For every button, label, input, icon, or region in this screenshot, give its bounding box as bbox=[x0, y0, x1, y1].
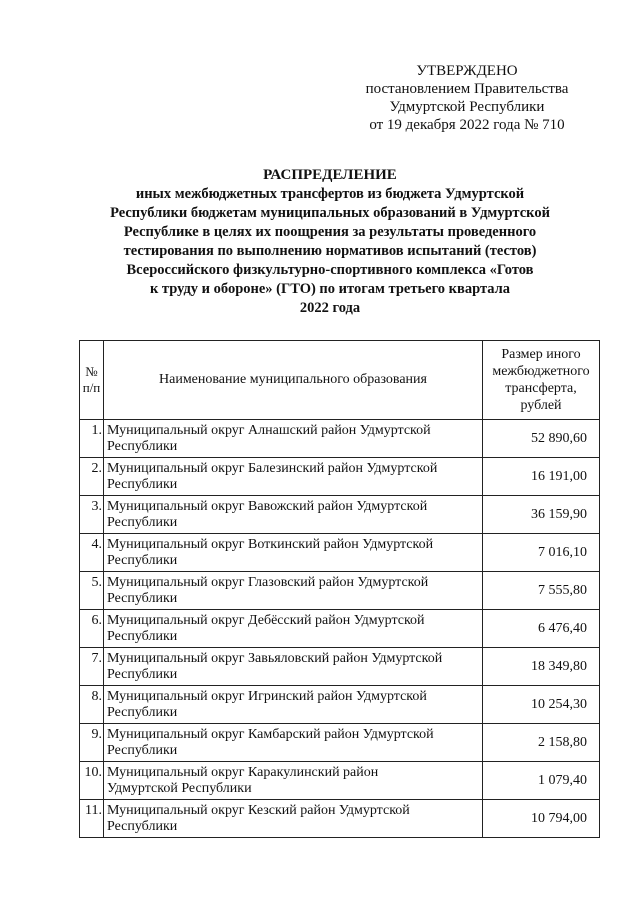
municipality-line: Республики bbox=[107, 591, 178, 606]
row-amount: 16 191,00 bbox=[483, 458, 600, 496]
title-main: РАСПРЕДЕЛЕНИЕ bbox=[263, 167, 397, 183]
distribution-table bbox=[79, 340, 600, 838]
table-row bbox=[80, 648, 600, 686]
row-number: 10. bbox=[80, 762, 104, 800]
document-title bbox=[80, 166, 580, 318]
row-number: 4. bbox=[80, 534, 104, 572]
row-municipality bbox=[104, 534, 483, 572]
column-header-name: Наименование муниципального образования bbox=[104, 341, 483, 420]
municipality-line: Республики bbox=[107, 629, 178, 644]
column-header-value bbox=[483, 341, 600, 420]
row-number: 5. bbox=[80, 572, 104, 610]
row-municipality bbox=[104, 648, 483, 686]
title-line: Республики бюджетам муниципальных образований в Удмуртской bbox=[110, 205, 550, 221]
row-number: 3. bbox=[80, 496, 104, 534]
header-value-line: межбюджетного bbox=[492, 364, 590, 379]
header-value-line: трансферта, bbox=[505, 381, 577, 396]
row-municipality bbox=[104, 800, 483, 838]
row-municipality bbox=[104, 496, 483, 534]
row-amount: 52 890,60 bbox=[483, 420, 600, 458]
row-municipality bbox=[104, 572, 483, 610]
header-value-line: рублей bbox=[520, 398, 562, 413]
municipality-line: Муниципальный округ Игринский район Удмуртской bbox=[107, 689, 427, 704]
row-amount: 2 158,80 bbox=[483, 724, 600, 762]
column-header-number bbox=[80, 341, 104, 420]
header-value-line: Размер иного bbox=[501, 347, 581, 362]
table-header-row bbox=[80, 341, 600, 420]
municipality-line: Республики bbox=[107, 477, 178, 492]
table-row bbox=[80, 724, 600, 762]
row-amount: 7 016,10 bbox=[483, 534, 600, 572]
municipality-line: Муниципальный округ Камбарский район Удмуртской bbox=[107, 727, 434, 742]
header-num-abbr: п/п bbox=[82, 380, 101, 395]
approval-stamp bbox=[352, 62, 582, 134]
row-amount: 10 794,00 bbox=[483, 800, 600, 838]
row-municipality bbox=[104, 610, 483, 648]
municipality-line: Муниципальный округ Алнашский район Удмуртской bbox=[107, 423, 431, 438]
table-row bbox=[80, 420, 600, 458]
row-municipality bbox=[104, 724, 483, 762]
municipality-line: Муниципальный округ Завьяловский район Удмуртской bbox=[107, 651, 443, 666]
approval-date: от 19 декабря 2022 года № 710 bbox=[369, 117, 565, 133]
approval-authority: Удмуртской Республики bbox=[389, 99, 545, 115]
row-amount: 36 159,90 bbox=[483, 496, 600, 534]
municipality-line: Муниципальный округ Вавожский район Удмуртской bbox=[107, 499, 428, 514]
approval-heading: УТВЕРЖДЕНО bbox=[416, 63, 518, 79]
header-num-symbol: № bbox=[85, 364, 98, 379]
municipality-line: Муниципальный округ Глазовский район Удмуртской bbox=[107, 575, 429, 590]
row-amount: 6 476,40 bbox=[483, 610, 600, 648]
table-row bbox=[80, 762, 600, 800]
title-line: Республике в целях их поощрения за результаты проведенного bbox=[123, 224, 537, 240]
row-number: 9. bbox=[80, 724, 104, 762]
municipality-line: Муниципальный округ Воткинский район Удмуртской bbox=[107, 537, 434, 552]
title-line: иных межбюджетных трансфертов из бюджета Удмуртской bbox=[135, 186, 525, 202]
row-amount: 18 349,80 bbox=[483, 648, 600, 686]
title-line: 2022 года bbox=[299, 300, 361, 316]
municipality-line: Муниципальный округ Балезинский район Удмуртской bbox=[107, 461, 438, 476]
municipality-line: Удмуртской Республики bbox=[107, 781, 252, 796]
title-line: к труду и обороне» (ГТО) по итогам третьего квартала bbox=[149, 281, 511, 297]
row-number: 8. bbox=[80, 686, 104, 724]
row-number: 1. bbox=[80, 420, 104, 458]
row-amount: 7 555,80 bbox=[483, 572, 600, 610]
municipality-line: Республики bbox=[107, 553, 178, 568]
table-row bbox=[80, 496, 600, 534]
row-municipality bbox=[104, 686, 483, 724]
table-row bbox=[80, 534, 600, 572]
approval-decree: постановлением Правительства bbox=[365, 81, 569, 97]
row-number: 2. bbox=[80, 458, 104, 496]
municipality-line: Республики bbox=[107, 667, 178, 682]
municipality-line: Муниципальный округ Кезский район Удмуртской bbox=[107, 803, 410, 818]
row-number: 7. bbox=[80, 648, 104, 686]
municipality-line: Республики bbox=[107, 439, 178, 454]
row-municipality bbox=[104, 458, 483, 496]
row-municipality bbox=[104, 420, 483, 458]
municipality-line: Республики bbox=[107, 819, 178, 834]
table-row bbox=[80, 458, 600, 496]
table-row bbox=[80, 610, 600, 648]
row-amount: 10 254,30 bbox=[483, 686, 600, 724]
row-amount: 1 079,40 bbox=[483, 762, 600, 800]
row-number: 6. bbox=[80, 610, 104, 648]
municipality-line: Республики bbox=[107, 515, 178, 530]
municipality-line: Республики bbox=[107, 743, 178, 758]
municipality-line: Республики bbox=[107, 705, 178, 720]
table-row bbox=[80, 572, 600, 610]
table-row bbox=[80, 800, 600, 838]
municipality-line: Муниципальный округ Каракулинский район bbox=[107, 765, 379, 780]
row-number: 11. bbox=[80, 800, 104, 838]
table-row bbox=[80, 686, 600, 724]
title-line: тестирования по выполнению нормативов испытаний (тестов) bbox=[123, 243, 537, 259]
municipality-line: Муниципальный округ Дебёсский район Удмуртской bbox=[107, 613, 425, 628]
title-line: Всероссийского физкультурно-спортивного комплекса «Готов bbox=[126, 262, 534, 278]
row-municipality bbox=[104, 762, 483, 800]
